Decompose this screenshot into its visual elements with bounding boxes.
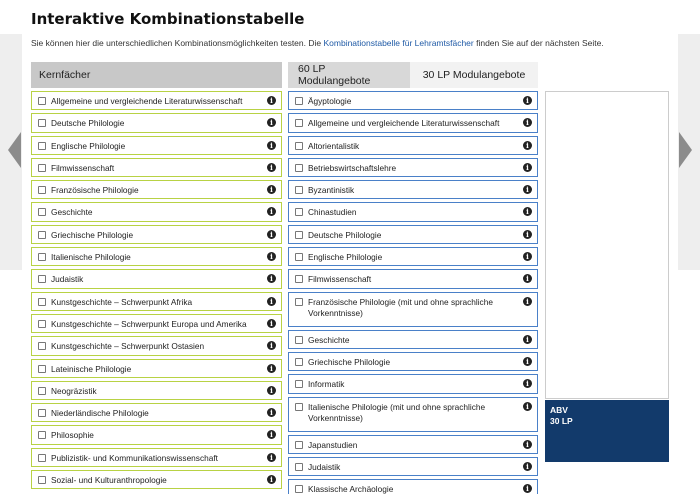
intro-text-before: Sie können hier die unterschiedlichen Kombinationsmöglichkeiten testen. Die	[31, 38, 324, 48]
modul-label: Japanstudien	[308, 439, 358, 450]
checkbox[interactable]	[38, 231, 46, 239]
modul-row[interactable]	[288, 479, 538, 494]
modul-row[interactable]	[288, 136, 538, 155]
info-icon[interactable]: i	[523, 141, 532, 150]
info-icon[interactable]: i	[523, 402, 532, 411]
info-icon[interactable]: i	[267, 297, 276, 306]
modul-row[interactable]	[288, 269, 538, 288]
checkbox[interactable]	[38, 142, 46, 150]
modul-label: Italienische Philologie (mit und ohne sprachliche Vorkenntnisse)	[308, 401, 486, 423]
tab-60-lp[interactable]: 60 LP Modulangebote	[288, 62, 410, 88]
kernfach-label: Sozial- und Kulturanthropologie	[51, 475, 167, 486]
info-icon[interactable]: i	[267, 230, 276, 239]
info-icon[interactable]: i	[267, 319, 276, 328]
info-icon[interactable]: i	[523, 96, 532, 105]
checkbox[interactable]	[295, 403, 303, 411]
info-icon[interactable]: i	[267, 386, 276, 395]
modul-label: Klassische Archäologie	[308, 484, 394, 494]
kernfach-row[interactable]	[31, 180, 282, 199]
checkbox[interactable]	[38, 119, 46, 127]
modul-row[interactable]	[288, 91, 538, 110]
info-icon[interactable]: i	[267, 408, 276, 417]
kernfach-label: Kunstgeschichte – Schwerpunkt Europa und Amerika	[51, 318, 247, 329]
info-icon[interactable]: i	[523, 207, 532, 216]
checkbox[interactable]	[295, 463, 303, 471]
info-icon[interactable]: i	[267, 118, 276, 127]
kernfach-row[interactable]	[31, 136, 282, 155]
modul-label: Ägyptologie	[308, 96, 352, 106]
modul-label: Deutsche Philologie	[308, 229, 382, 240]
info-icon[interactable]: i	[523, 379, 532, 388]
modul-label: Informatik	[308, 379, 345, 390]
modul-row[interactable]	[288, 158, 538, 177]
checkbox[interactable]	[295, 336, 303, 344]
info-icon[interactable]: i	[523, 462, 532, 471]
kernfach-row[interactable]	[31, 269, 282, 288]
checkbox[interactable]	[38, 476, 46, 484]
info-icon[interactable]: i	[267, 207, 276, 216]
kernfach-label: Philosophie	[51, 430, 94, 441]
kernfach-label: Deutsche Philologie	[51, 118, 125, 129]
modul-label: Französische Philologie (mit und ohne sprachliche Vorkenntnisse)	[308, 296, 493, 318]
checkbox[interactable]	[295, 186, 303, 194]
modul-label: Filmwissenschaft	[308, 274, 372, 285]
checkbox[interactable]	[295, 142, 303, 150]
checkbox[interactable]	[295, 97, 303, 105]
kernfach-row[interactable]	[31, 292, 282, 311]
checkbox[interactable]	[295, 485, 303, 493]
modul-label: Betriebswirtschaftslehre	[308, 162, 397, 173]
kernfach-row[interactable]	[31, 403, 282, 422]
kernfaecher-list	[31, 91, 282, 492]
checkbox[interactable]	[295, 441, 303, 449]
checkbox[interactable]	[295, 358, 303, 366]
kernfach-label: Publizistik- und Kommunikationswissenschaft	[51, 452, 218, 463]
info-icon[interactable]: i	[267, 341, 276, 350]
modul-row[interactable]	[288, 435, 538, 454]
kernfach-label: Neogräzistik	[51, 385, 97, 396]
kernfach-row[interactable]	[31, 225, 282, 244]
info-icon[interactable]: i	[523, 163, 532, 172]
modul-label: Allgemeine und vergleichende Literaturwissenschaft	[308, 118, 500, 129]
info-icon[interactable]: i	[267, 430, 276, 439]
checkbox[interactable]	[295, 380, 303, 388]
modul-row[interactable]	[288, 292, 538, 327]
info-icon[interactable]: i	[523, 118, 532, 127]
modul-row[interactable]	[288, 180, 538, 199]
modul-row[interactable]	[288, 397, 538, 432]
kernfach-label: Italienische Philologie	[51, 252, 131, 263]
kernfach-label: Griechische Philologie	[51, 229, 134, 240]
info-icon[interactable]: i	[523, 335, 532, 344]
info-icon[interactable]: i	[523, 357, 532, 366]
abv-lp: 30 LP	[550, 416, 573, 426]
info-icon[interactable]: i	[267, 185, 276, 194]
kernfach-row[interactable]	[31, 381, 282, 400]
kernfach-row[interactable]	[31, 202, 282, 221]
kernfach-row[interactable]	[31, 425, 282, 444]
modul-row[interactable]	[288, 225, 538, 244]
kernfach-row[interactable]	[31, 314, 282, 333]
checkbox[interactable]	[38, 275, 46, 283]
modul-row[interactable]	[288, 330, 538, 349]
modul-row[interactable]	[288, 113, 538, 132]
kernfach-label: Lateinische Philologie	[51, 363, 132, 374]
info-icon[interactable]: i	[523, 230, 532, 239]
checkbox[interactable]	[295, 275, 303, 283]
modul-label: Geschichte	[308, 334, 350, 345]
modul-row[interactable]	[288, 457, 538, 476]
checkbox[interactable]	[38, 454, 46, 462]
modul-row[interactable]	[288, 202, 538, 221]
kernfach-label: Niederländische Philologie	[51, 408, 149, 419]
checkbox[interactable]	[38, 431, 46, 439]
kernfach-label: Allgemeine und vergleichende Literaturwissenschaft	[51, 96, 243, 106]
lehramt-link[interactable]: Kombinationstabelle für Lehramtsfächer	[323, 38, 474, 48]
info-icon[interactable]: i	[523, 274, 532, 283]
checkbox[interactable]	[38, 365, 46, 373]
modul-label: Byzantinistik	[308, 185, 355, 196]
checkbox[interactable]	[38, 253, 46, 261]
info-icon[interactable]: i	[523, 252, 532, 261]
kernfach-row[interactable]	[31, 247, 282, 266]
kernfach-row[interactable]	[31, 158, 282, 177]
checkbox[interactable]	[295, 253, 303, 261]
kernfach-row[interactable]	[31, 336, 282, 355]
checkbox[interactable]	[295, 119, 303, 127]
next-arrow-icon[interactable]	[679, 132, 692, 168]
kernfach-label: Französische Philologie	[51, 185, 139, 196]
checkbox[interactable]	[38, 298, 46, 306]
info-icon[interactable]: i	[523, 484, 532, 493]
kernfach-label: Kunstgeschichte – Schwerpunkt Afrika	[51, 296, 193, 307]
intro-text-after: finden Sie auf der nächsten Seite.	[473, 38, 604, 48]
module-60-list	[288, 91, 538, 494]
info-icon[interactable]: i	[267, 274, 276, 283]
page-title: Interaktive Kombinationstabelle	[31, 10, 305, 28]
kernfach-label: Filmwissenschaft	[51, 162, 115, 173]
kernfach-row[interactable]	[31, 448, 282, 467]
selection-panel	[545, 91, 669, 399]
checkbox[interactable]	[38, 186, 46, 194]
kernfach-row[interactable]	[31, 91, 282, 110]
modul-row[interactable]	[288, 374, 538, 393]
checkbox[interactable]	[38, 208, 46, 216]
abv-title: ABV	[550, 405, 568, 415]
checkbox[interactable]	[38, 409, 46, 417]
info-icon[interactable]: i	[267, 96, 276, 105]
info-icon[interactable]: i	[267, 475, 276, 484]
kernfach-label: Judaistik	[51, 274, 84, 285]
checkbox[interactable]	[38, 320, 46, 328]
modul-label: Griechische Philologie	[308, 356, 391, 367]
modul-label: Judaistik	[308, 461, 341, 472]
checkbox[interactable]	[38, 387, 46, 395]
info-icon[interactable]: i	[523, 185, 532, 194]
info-icon[interactable]: i	[267, 252, 276, 261]
checkbox[interactable]	[295, 231, 303, 239]
kernfach-label: Kunstgeschichte – Schwerpunkt Ostasien	[51, 341, 205, 352]
kernfach-label: Englische Philologie	[51, 140, 126, 151]
info-icon[interactable]: i	[267, 453, 276, 462]
kernfach-row[interactable]	[31, 470, 282, 489]
modul-row[interactable]	[288, 247, 538, 266]
checkbox[interactable]	[295, 298, 303, 306]
checkbox[interactable]	[295, 164, 303, 172]
checkbox[interactable]	[295, 208, 303, 216]
tab-30-lp[interactable]: 30 LP Modulangebote	[410, 62, 538, 88]
modul-row[interactable]	[288, 352, 538, 371]
checkbox[interactable]	[38, 97, 46, 105]
info-icon[interactable]: i	[523, 440, 532, 449]
kernfach-label: Geschichte	[51, 207, 93, 218]
modul-label: Englische Philologie	[308, 252, 383, 263]
abv-box[interactable]	[545, 400, 669, 462]
info-icon[interactable]: i	[267, 141, 276, 150]
previous-arrow-icon[interactable]	[8, 132, 21, 168]
kernfaecher-header: Kernfächer	[31, 62, 282, 88]
intro-text	[31, 38, 604, 48]
info-icon[interactable]: i	[267, 163, 276, 172]
modul-label: Altorientalistik	[308, 140, 360, 151]
info-icon[interactable]: i	[523, 297, 532, 306]
checkbox[interactable]	[38, 342, 46, 350]
kernfach-row[interactable]	[31, 359, 282, 378]
kernfach-row[interactable]	[31, 113, 282, 132]
modul-label: Chinastudien	[308, 207, 357, 218]
checkbox[interactable]	[38, 164, 46, 172]
info-icon[interactable]: i	[267, 364, 276, 373]
